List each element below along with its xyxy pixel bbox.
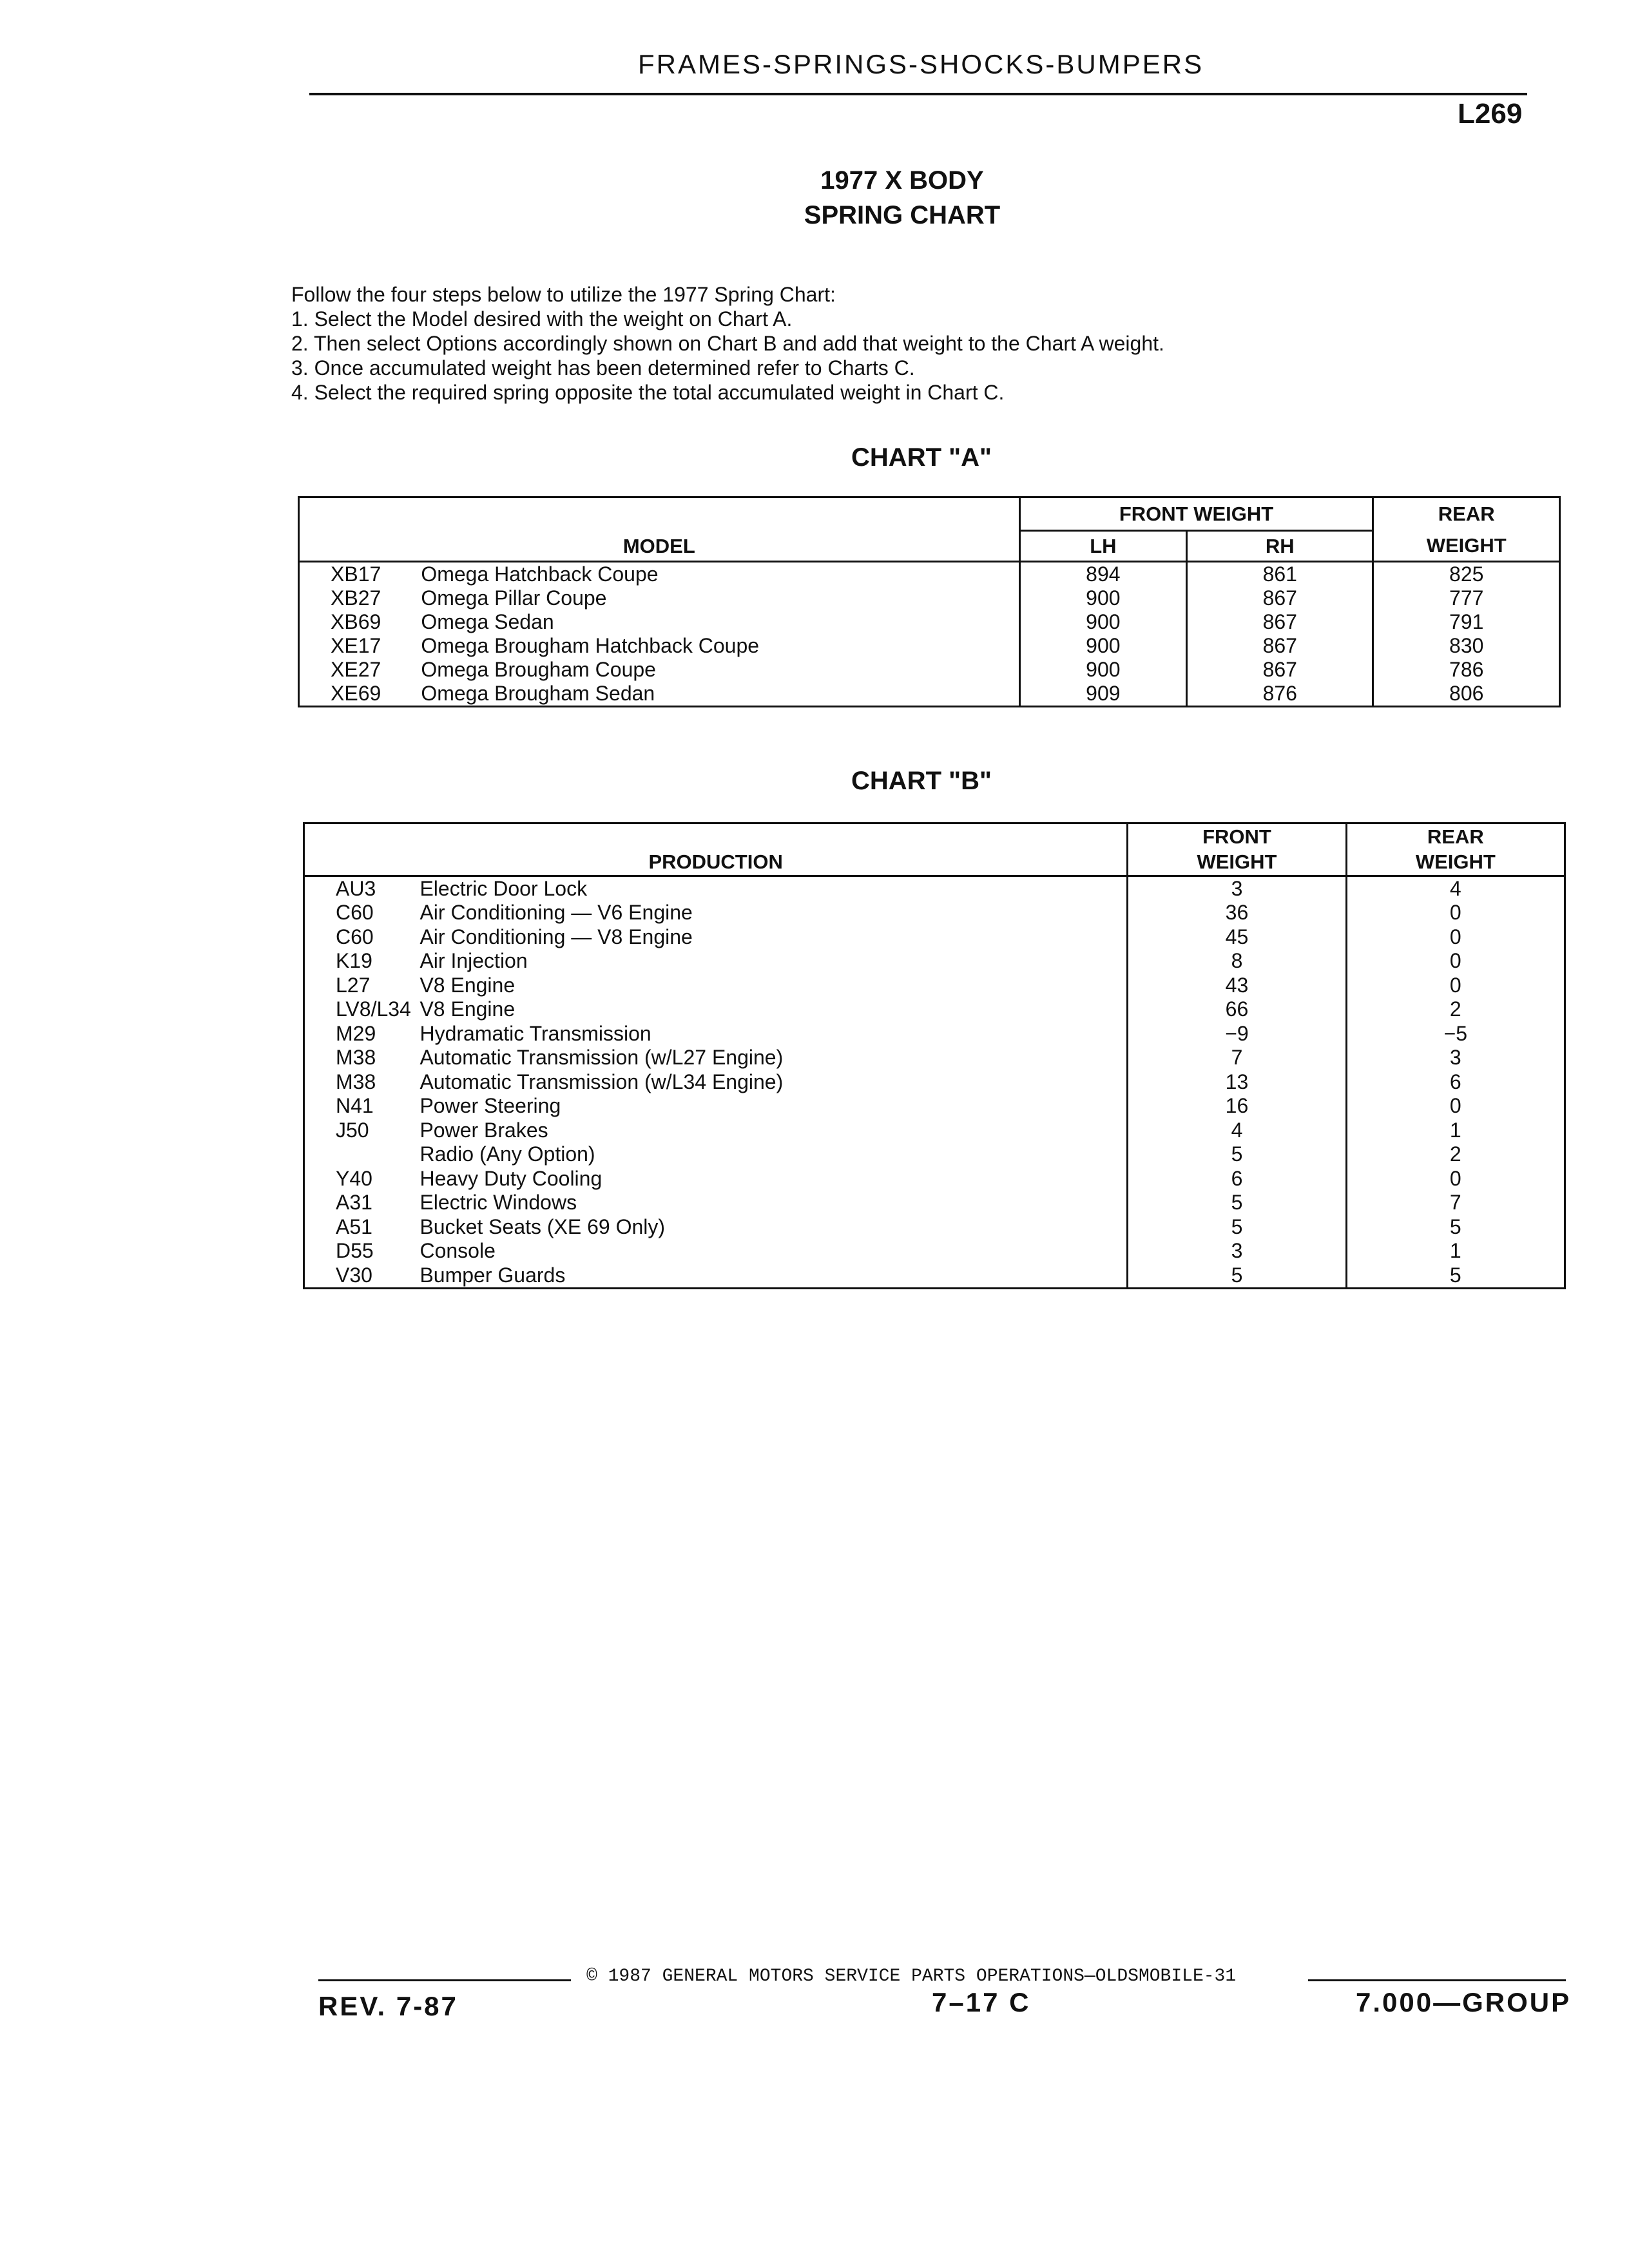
front-weight: 5 bbox=[1128, 1191, 1346, 1215]
chart-a-header-lh: LH bbox=[1019, 531, 1186, 562]
chart-b-header-front-weight: WEIGHT bbox=[1128, 850, 1346, 876]
table-row bbox=[304, 1239, 1565, 1264]
table-row bbox=[304, 876, 1565, 901]
front-weight-lh: 900 bbox=[1019, 634, 1186, 658]
front-weight: 16 bbox=[1128, 1094, 1346, 1119]
chart-a-header-rh: RH bbox=[1187, 531, 1373, 562]
option-description: V8 Engine bbox=[419, 973, 516, 997]
option-code: M38 bbox=[336, 1070, 376, 1093]
chart-a-header-model: MODEL bbox=[299, 497, 1020, 562]
rear-weight: 806 bbox=[1373, 682, 1560, 707]
rear-weight: 0 bbox=[1346, 949, 1565, 974]
table-row bbox=[299, 610, 1560, 634]
table-row bbox=[304, 1167, 1565, 1191]
option-code: AU3 bbox=[336, 877, 376, 900]
page-code: L269 bbox=[1458, 98, 1523, 130]
front-weight-rh: 861 bbox=[1187, 562, 1373, 587]
chart-a-header-rear-weight: WEIGHT bbox=[1373, 531, 1560, 562]
front-weight: 5 bbox=[1128, 1142, 1346, 1167]
instructions-intro: Follow the four steps below to utilize the 1977 Spring Chart: bbox=[291, 283, 836, 306]
option-code: V30 bbox=[336, 1263, 372, 1287]
model-code: XB69 bbox=[331, 610, 381, 633]
doc-title-line2: SPRING CHART bbox=[804, 201, 1001, 229]
option-code: N41 bbox=[336, 1094, 374, 1118]
table-row bbox=[304, 1264, 1565, 1289]
front-weight: 6 bbox=[1128, 1167, 1346, 1191]
option-description: Air Injection bbox=[419, 949, 528, 973]
option-description: Electric Door Lock bbox=[419, 877, 588, 900]
table-row bbox=[304, 925, 1565, 950]
table-row bbox=[304, 1191, 1565, 1215]
option-code: M29 bbox=[336, 1021, 376, 1045]
footer-page-number: 7–17 C bbox=[932, 1987, 1031, 2017]
front-weight-lh: 894 bbox=[1019, 562, 1186, 587]
table-row bbox=[299, 658, 1560, 682]
table-row bbox=[304, 1094, 1565, 1119]
option-code: A51 bbox=[336, 1215, 372, 1238]
rear-weight: 2 bbox=[1346, 1142, 1565, 1167]
model-description: Omega Brougham Sedan bbox=[421, 682, 655, 705]
rear-weight: 2 bbox=[1346, 997, 1565, 1022]
front-weight: 4 bbox=[1128, 1119, 1346, 1143]
table-row bbox=[299, 562, 1560, 587]
front-weight-rh: 876 bbox=[1187, 682, 1373, 707]
footer-revision: REV. 7-87 bbox=[318, 1991, 458, 2021]
rear-weight: 1 bbox=[1346, 1119, 1565, 1143]
chart-a-table bbox=[298, 496, 1561, 707]
footer-group: 7.000—GROUP bbox=[1356, 1987, 1572, 2017]
option-description: Bucket Seats (XE 69 Only) bbox=[419, 1215, 666, 1238]
rear-weight: 6 bbox=[1346, 1070, 1565, 1095]
option-code: K19 bbox=[336, 949, 372, 973]
option-description: Air Conditioning — V6 Engine bbox=[419, 901, 693, 925]
rear-weight: 0 bbox=[1346, 974, 1565, 998]
chart-a-label: CHART "A" bbox=[851, 443, 992, 472]
rear-weight: 5 bbox=[1346, 1264, 1565, 1289]
front-weight: 13 bbox=[1128, 1070, 1346, 1095]
option-code: A31 bbox=[336, 1191, 372, 1215]
footer-rule-left bbox=[318, 1979, 571, 1981]
instructions bbox=[291, 282, 1387, 405]
chart-b-header-rear: REAR bbox=[1346, 823, 1565, 850]
option-code: L27 bbox=[336, 973, 371, 997]
table-row bbox=[299, 634, 1560, 658]
model-description: Omega Brougham Coupe bbox=[421, 658, 656, 681]
option-code: C60 bbox=[336, 925, 374, 948]
chart-b-table bbox=[303, 822, 1566, 1289]
rear-weight: −5 bbox=[1346, 1022, 1565, 1046]
rear-weight: 3 bbox=[1346, 1046, 1565, 1070]
instruction-step: 3. Once accumulated weight has been determined refer to Charts C. bbox=[291, 356, 915, 380]
rear-weight: 0 bbox=[1346, 901, 1565, 925]
rear-weight: 830 bbox=[1373, 634, 1560, 658]
front-weight: 5 bbox=[1128, 1264, 1346, 1289]
option-description: Heavy Duty Cooling bbox=[419, 1166, 602, 1190]
model-code: XE27 bbox=[331, 658, 381, 681]
front-weight: 5 bbox=[1128, 1215, 1346, 1240]
front-weight-rh: 867 bbox=[1187, 586, 1373, 610]
table-row bbox=[304, 1070, 1565, 1095]
option-code bbox=[304, 1142, 420, 1167]
front-weight-rh: 867 bbox=[1187, 634, 1373, 658]
front-weight: 3 bbox=[1128, 1239, 1346, 1264]
option-code: J50 bbox=[336, 1118, 369, 1142]
option-code: M38 bbox=[336, 1046, 376, 1070]
model-description: Omega Pillar Coupe bbox=[421, 586, 607, 610]
rear-weight: 791 bbox=[1373, 610, 1560, 634]
table-row bbox=[299, 586, 1560, 610]
option-description: Radio (Any Option) bbox=[419, 1142, 595, 1166]
option-description: Power Brakes bbox=[419, 1118, 548, 1142]
doc-title-line1: 1977 X BODY bbox=[820, 166, 984, 195]
table-row bbox=[304, 1215, 1565, 1240]
chart-a-header-rear: REAR bbox=[1373, 497, 1560, 531]
rear-weight: 4 bbox=[1346, 876, 1565, 901]
instruction-step: 4. Select the required spring opposite the total accumulated weight in Chart C. bbox=[291, 381, 1005, 404]
instruction-step: 2. Then select Options accordingly shown on Chart B and add that weight to the Chart A weight. bbox=[291, 332, 1164, 355]
rear-weight: 777 bbox=[1373, 586, 1560, 610]
table-row bbox=[304, 1022, 1565, 1046]
option-description: V8 Engine bbox=[419, 997, 516, 1021]
option-description: Electric Windows bbox=[419, 1191, 577, 1215]
table-row bbox=[304, 949, 1565, 974]
front-weight-lh: 900 bbox=[1019, 658, 1186, 682]
table-row bbox=[304, 974, 1565, 998]
model-code: XE69 bbox=[331, 682, 381, 705]
model-description: Omega Hatchback Coupe bbox=[421, 562, 659, 586]
option-description: Hydramatic Transmission bbox=[419, 1021, 651, 1045]
rear-weight: 0 bbox=[1346, 1167, 1565, 1191]
option-code: Y40 bbox=[336, 1166, 372, 1190]
model-description: Omega Brougham Hatchback Coupe bbox=[421, 634, 760, 657]
table-row bbox=[304, 1046, 1565, 1070]
front-weight: 36 bbox=[1128, 901, 1346, 925]
option-description: Bumper Guards bbox=[419, 1263, 566, 1287]
rear-weight: 7 bbox=[1346, 1191, 1565, 1215]
front-weight-rh: 867 bbox=[1187, 610, 1373, 634]
front-weight: 45 bbox=[1128, 925, 1346, 950]
front-weight-lh: 900 bbox=[1019, 586, 1186, 610]
chart-b-header-production: PRODUCTION bbox=[304, 823, 1128, 876]
front-weight-rh: 867 bbox=[1187, 658, 1373, 682]
header-rule bbox=[309, 93, 1527, 95]
chart-b-label: CHART "B" bbox=[851, 767, 992, 795]
model-code: XB27 bbox=[331, 586, 381, 610]
front-weight: 66 bbox=[1128, 997, 1346, 1022]
front-weight-lh: 909 bbox=[1019, 682, 1186, 707]
front-weight: 7 bbox=[1128, 1046, 1346, 1070]
table-row bbox=[304, 901, 1565, 925]
instruction-step: 1. Select the Model desired with the weight on Chart A. bbox=[291, 307, 793, 331]
option-description: Automatic Transmission (w/L34 Engine) bbox=[419, 1070, 784, 1093]
footer-copyright: © 1987 GENERAL MOTORS SERVICE PARTS OPERATIONS—OLDSMOBILE-31 bbox=[586, 1966, 1237, 1986]
chart-b-header-rear-weight: WEIGHT bbox=[1346, 850, 1565, 876]
model-code: XE17 bbox=[331, 634, 381, 657]
section-title: FRAMES-SPRINGS-SHOCKS-BUMPERS bbox=[638, 49, 1204, 79]
rear-weight: 786 bbox=[1373, 658, 1560, 682]
rear-weight: 1 bbox=[1346, 1239, 1565, 1264]
table-row bbox=[299, 682, 1560, 707]
front-weight: −9 bbox=[1128, 1022, 1346, 1046]
option-code: D55 bbox=[336, 1239, 374, 1263]
option-code: LV8/L34 bbox=[336, 997, 411, 1021]
footer-rule-right bbox=[1308, 1979, 1566, 1981]
rear-weight: 0 bbox=[1346, 925, 1565, 950]
option-description: Automatic Transmission (w/L27 Engine) bbox=[419, 1046, 784, 1070]
front-weight: 43 bbox=[1128, 974, 1346, 998]
table-row bbox=[304, 1142, 1565, 1167]
front-weight-lh: 900 bbox=[1019, 610, 1186, 634]
option-description: Console bbox=[419, 1239, 496, 1263]
chart-b-header-front: FRONT bbox=[1128, 823, 1346, 850]
rear-weight: 5 bbox=[1346, 1215, 1565, 1240]
table-row bbox=[304, 1119, 1565, 1143]
front-weight: 8 bbox=[1128, 949, 1346, 974]
option-code: C60 bbox=[336, 901, 374, 925]
model-code: XB17 bbox=[331, 562, 381, 586]
rear-weight: 0 bbox=[1346, 1094, 1565, 1119]
option-description: Power Steering bbox=[419, 1094, 561, 1118]
rear-weight: 825 bbox=[1373, 562, 1560, 587]
chart-a-header-front-weight: FRONT WEIGHT bbox=[1019, 497, 1373, 531]
front-weight: 3 bbox=[1128, 876, 1346, 901]
option-description: Air Conditioning — V8 Engine bbox=[419, 925, 693, 948]
table-row bbox=[304, 997, 1565, 1022]
model-description: Omega Sedan bbox=[421, 610, 554, 633]
